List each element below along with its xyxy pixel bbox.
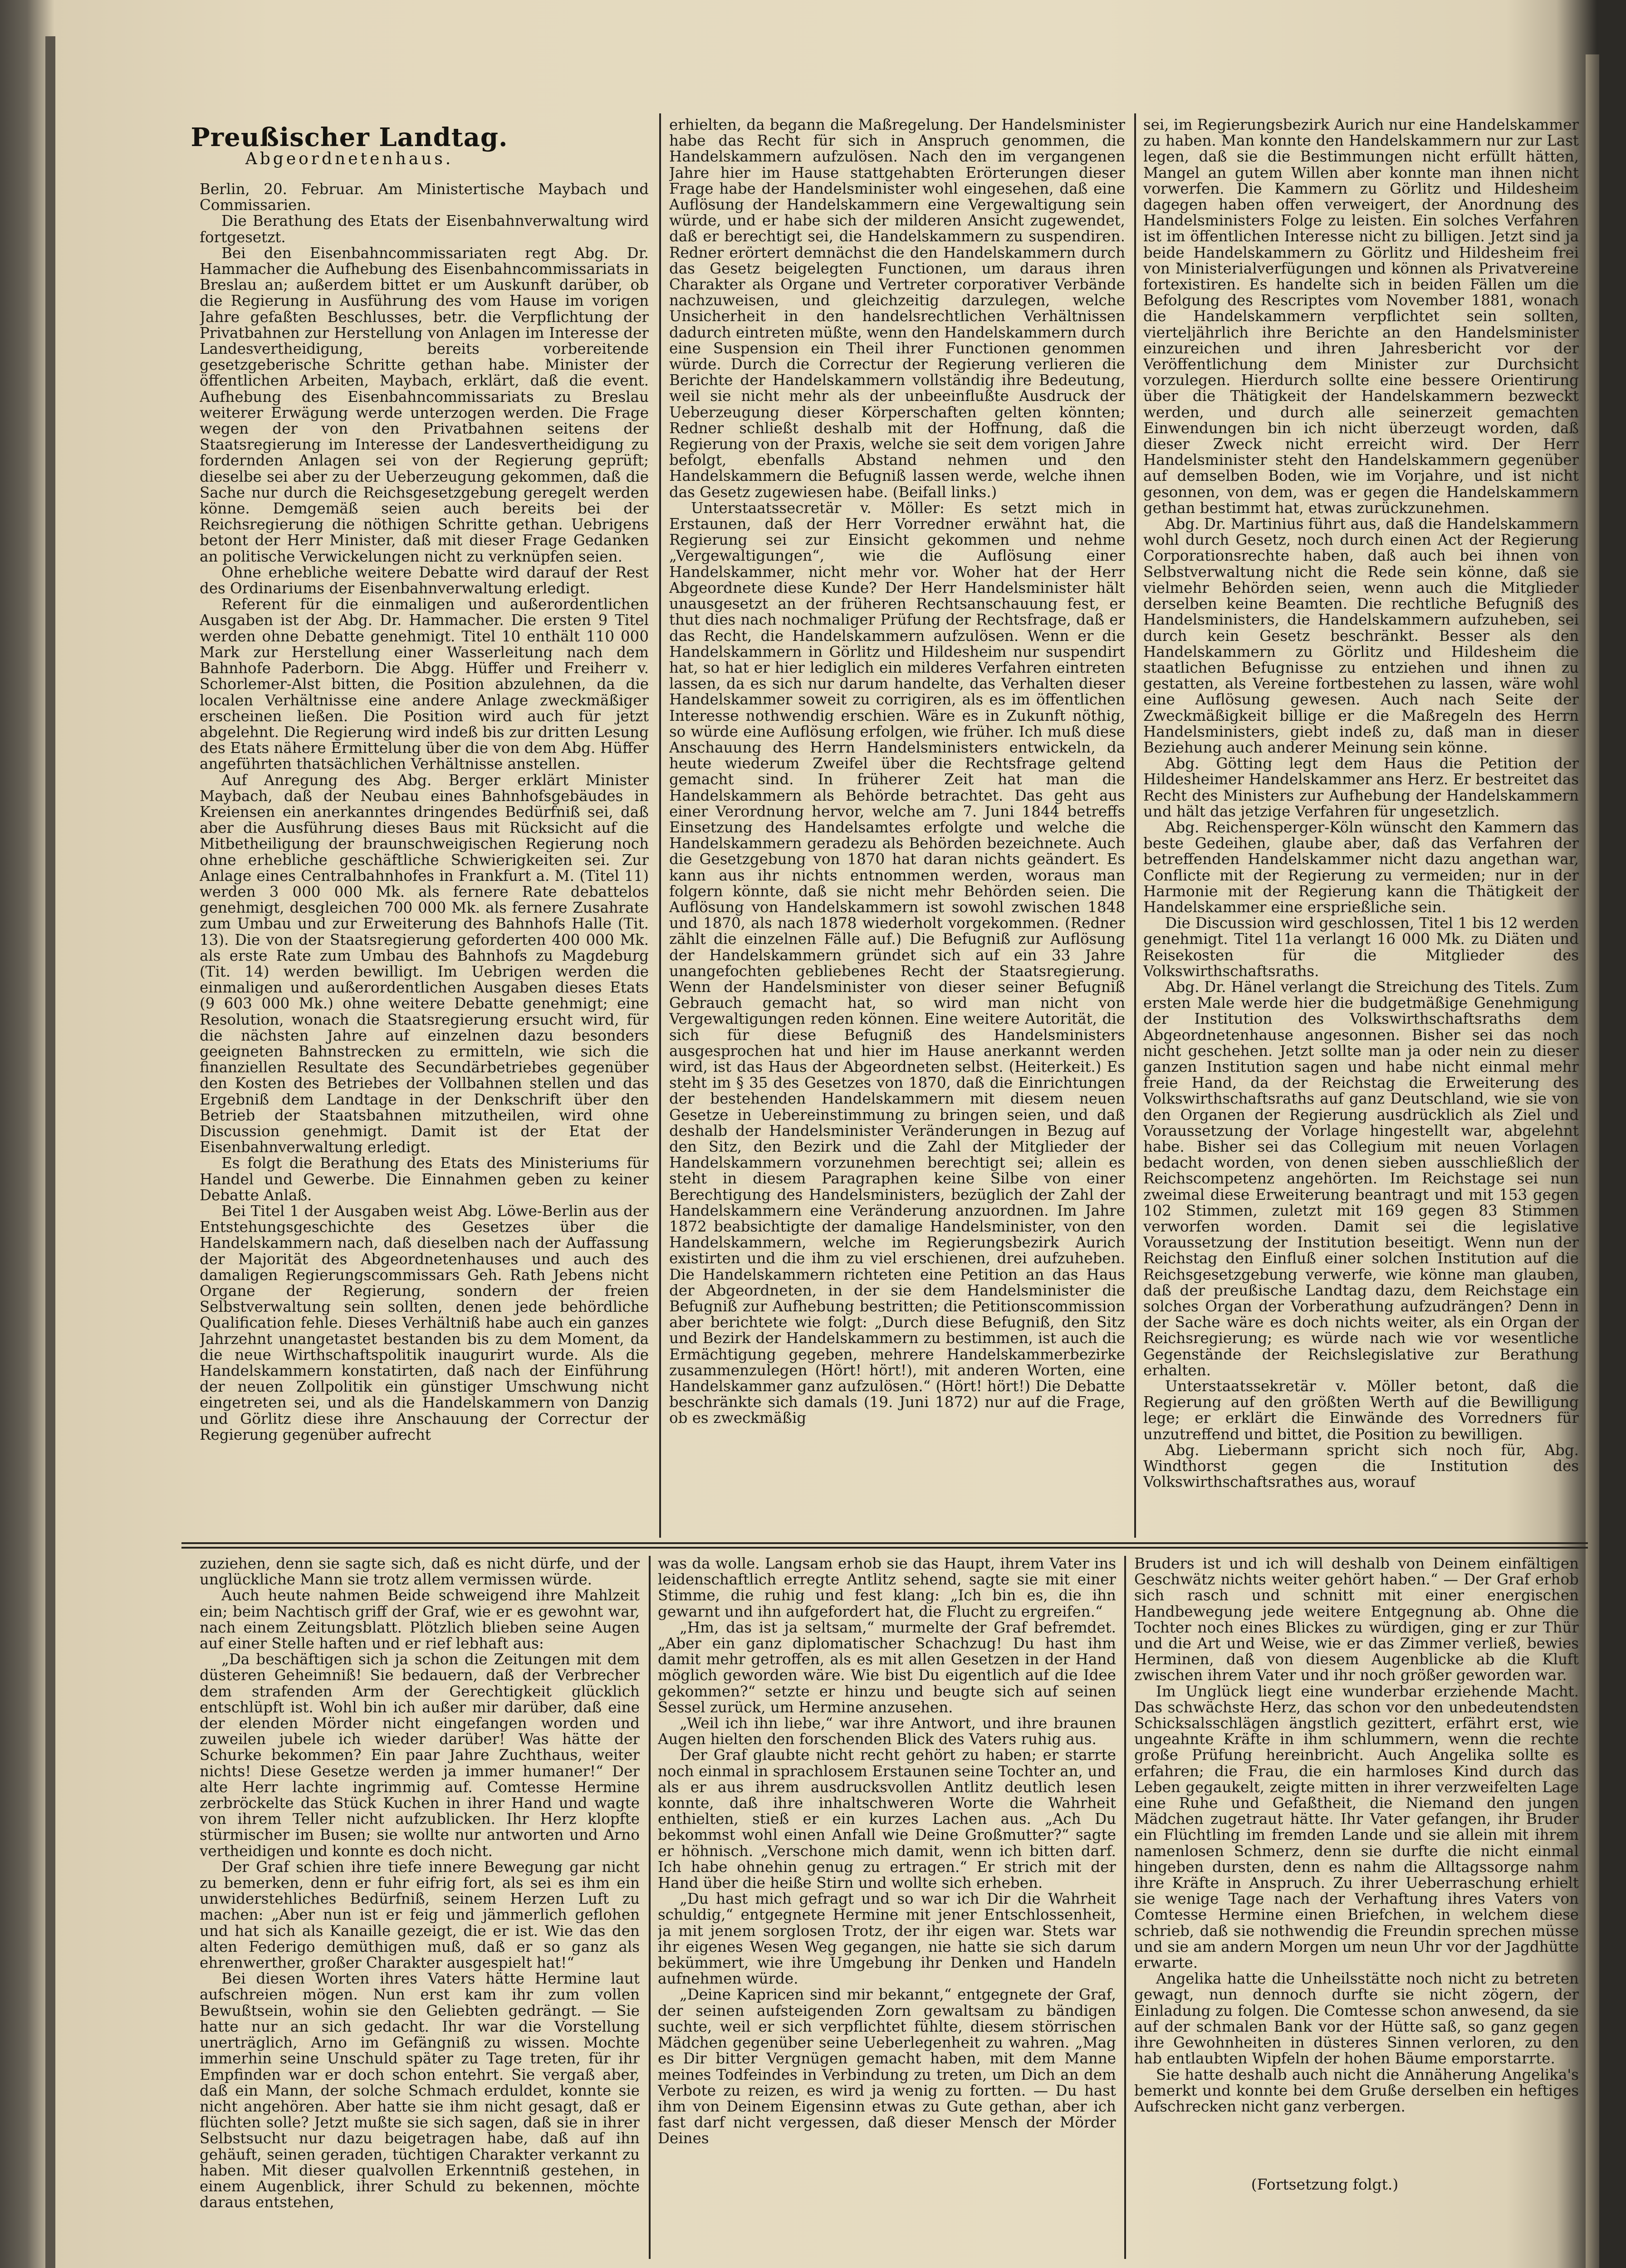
paragraph: sei, im Regierungsbezirk Aurich nur eine Handelskammer zu haben. Man konnte den Handelskammern nur zur Last legen, daß sie die Bestimmungen nicht erfüllt hätten, Mangel an gutem Willen aber konnte man ihnen nicht vorwerfen. Die Kammern zu Görlitz und Hildesheim dagegen haben offen verweigert, der Anordnung des Handelsministers Folge zu leisten. Ein solches Verfahren ist im öffentlichen Interesse nicht zu billigen. Jetzt sind ja beide Handelskammern zu Görlitz und Hildesheim frei von Ministerialverfügungen und können als Privatvereine fortexistiren. Es handelte sich in beiden Fällen um die Befolgung des Rescriptes vom November 1881, wonach die Handelskammern verpflichtet sein sollten, vierteljährlich ihre Berichte an den Handelsminister einzureichen und ihren Jahresbericht vor der Veröffentlichung dem Minister zur Durchsicht vorzulegen. Hierdurch sollte eine bessere Orientirung über die Thätigkeit der Handelskammern bezweckt werden, und durch alle seinerzeit gemachten Einwendungen bin ich nicht überzeugt worden, daß dieser Zweck nicht erreicht wird. Der Herr Handelsminister steht den Handelskammern gegenüber auf demselben Boden, wie im Vorjahre, und ist nicht gesonnen, von dem, was er gegen die Handelskammern gethan bestimmt hat, etwas zurückzunehmen. [1143, 117, 1579, 517]
paragraph: zuziehen, denn sie sagte sich, daß es nicht dürfe, und der unglückliche Mann sie trotz allem vermissen würde. [200, 1556, 640, 1589]
paragraph: Abg. Liebermann spricht sich noch für, Abg. Windthorst gegen die Institution des Volkswirthschaftsrathes aus, worauf [1143, 1441, 1579, 1491]
paragraph: „Da beschäftigen sich ja schon die Zeitungen mit dem düsteren Geheimniß! Sie bedauern, daß der Verbrecher dem strafenden Arm der Gerechtigkeit glücklich entschlüpft ist. Wohl bin ich außer mir darüber, daß eine der elenden Mörder nicht eingefangen worden und zuweilen jubele ich wieder darüber! Was hätte der Schurke bekommen? Ein paar Jahre Zuchthaus, weiter nichts! Diese Gesetze werden ja immer humaner!“ Der alte Herr lachte ingrimmig auf. Comtesse Hermine zerbröckelte das Stück Kuchen in ihrer Hand und wagte von ihrem Teller nicht aufzublicken. Ihr Herz klopfte stürmischer im Busen; sie wollte nur antworten und Arno vertheidigen und konnte es doch nicht. [200, 1651, 640, 1860]
column-rule [1124, 1556, 1126, 2259]
section-subtitle: Abgeordnetenhaus. [245, 150, 454, 168]
continuation-note: (Fortsetzung folgt.) [1251, 2175, 1399, 2193]
paragraph: Bei Titel 1 der Ausgaben weist Abg. Löwe-Berlin aus der Entstehungsgeschichte des Gesetzes über die Handelskammern nach, daß dieselben nach der Auffassung der Majorität des Abgeordnetenhauses und auch des damaligen Regierungscommissars Geh. Rath Jebens nicht Organe der Regierung, sondern der freien Selbstverwaltung sein sollten, denen jede behördliche Qualification fehle. Dieses Verhältniß habe auch ein ganzes Jahrzehnt unangetastet bestanden bis zu dem Moment, da die neue Wirthschaftspolitik inaugurirt wurde. Als die Handelskammern konstatirten, daß nach der Einführung der neuen Zollpolitik ein günstiger Umschwung nicht eingetreten sei, und als die Handelskammern von Danzig und Görlitz diese ihre Anschauung der Correctur der Regierung gegenüber aufrecht [200, 1202, 649, 1443]
paragraph: Auf Anregung des Abg. Berger erklärt Minister Maybach, daß der Neubau eines Bahnhofsgebäudes in Kreiensen ein anerkanntes dringendes Bedürfniß sei, daß aber die Ausführung dieses Baus mit Rücksicht auf die Mitbetheiligung der braunschweigischen Regierung noch ohne erhebliche geschäftliche Schwierigkeiten sei. Zur Anlage eines Centralbahnhofes in Frankfurt a. M. (Titel 11) werden 3 000 000 Mk. als fernere Rate debattelos genehmigt, desgleichen 700 000 Mk. als fernere Zusahrate zum Umbau und zur Erweiterung des Bahnhofs Halle (Tit. 13). Die von der Staatsregierung geforderten 400 000 Mk. als erste Rate zum Umbau des Bahnhofs zu Magdeburg (Tit. 14) werden bewilligt. Im Uebrigen werden die einmaligen und außerordentlichen Ausgaben dieses Etats (9 603 000 Mk.) ohne weitere Debatte genehmigt; eine Resolution, wonach die Staatsregierung ersucht wird, für die nächsten Jahre auf einzelnen dazu besonders geeigneten Bahnstrecken zu ermitteln, wie sich die finanziellen Resultate des Secundärbetriebes gegenüber den Kosten des Betriebes der Vollbahnen stellen und das Ergebniß dem Landtage in der Denkschrift über den Betrieb der Staatsbahnen mitzutheilen, wird ohne Discussion genehmigt. Damit ist der Etat der Eisenbahnverwaltung erledigt. [200, 771, 649, 1156]
paragraph: Der Graf glaubte nicht recht gehört zu haben; er starrte noch einmal in sprachlosem Erstaunen seine Tochter an, und als er aus ihrem ausdrucksvollen Antlitz deutlich lesen konnte, daß ihre inhaltschweren Worte die Wahrheit enthielten, stieß er ein kurzes Lachen aus. „Ach Du bekommst wohl einen Anfall wie Deine Großmutter?“ sagte er höhnisch. „Verschone mich damit, wenn ich bitten darf. Ich habe ohnehin genug zu ertragen.“ Er strich mit der Hand über die heiße Stirn und wollte sich erheben. [658, 1746, 1116, 1892]
paragraph: Auch heute nahmen Beide schweigend ihre Mahlzeit ein; beim Nachtisch griff der Graf, wie er es gewohnt war, nach einem Zeitungsblatt. Plötzlich blieben seine Augen auf einer Stelle haften und er rief lebhaft aus: [200, 1587, 640, 1652]
paragraph: Im Unglück liegt eine wunderbar erziehende Macht. Das schwächste Herz, das schon vor den unbedeutendsten Schicksalsschlägen ängstlich gezittert, erfährt erst, wie ungeahnte Kräfte in ihm schlummern, wenn die rechte große Prüfung hereinbricht. Auch Angelika sollte es erfahren; die Frau, die ein harmloses Kind durch das Leben gegaukelt, zeigte mitten in ihrer verzweifelten Lage eine Ruhe und Gefaßtheit, die Niemand den jungen Mädchen zugetraut hätte. Ihr Vater gefangen, ihr Bruder ein Flüchtling im fremden Lande und sie allein mit ihrem namenlosen Schmerz, denn sie durfte die nicht einmal hingeben dursten, denn es nahm die Alltagssorge nahm ihre Kräfte in Anspruch. Zu ihrer Ueberraschung erhielt sie wenige Tage nach der Verhaftung ihres Vaters von Comtesse Hermine einen Briefchen, in welchem diese schrieb, daß sie nothwendig die Freundin sprechen müsse und sie am andern Morgen um neun Uhr vor der Jagdhütte erwarte. [1134, 1682, 1579, 1972]
column-rule [649, 1556, 651, 2259]
paragraph: Bei den Eisenbahncommissariaten regt Abg. Dr. Hammacher die Aufhebung des Eisenbahncommissariats in Breslau an; außerdem bittet er um Auskunft darüber, ob die Regierung in Ausführung des vom Hause im vorigen Jahre gefaßten Beschlusses, betr. die Verpflichtung der Privatbahnen zur Herstellung von Anlagen im Interesse der Landesvertheidigung, bereits vorbereitende gesetzgeberische Schritte gethan habe. Minister der öffentlichen Arbeiten, Maybach, erklärt, daß die event. Aufhebung des Eisenbahncommissariats zu Breslau weiterer Erwägung werde unterzogen werden. Die Frage wegen der von den Privatbahnen seitens der Staatsregierung im Interesse der Landesvertheidigung zu fordernden Anlagen sei von der Regierung geprüft; dieselbe sei aber zu der Ueberzeugung gekommen, daß die Sache nur durch die Reichsgesetzgebung geregelt werden könne. Demgemäß seien auch bereits bei der Reichsregierung die nöthigen Schritte gethan. Uebrigens betont der Herr Minister, daß mit dieser Frage Gedanken an politische Verwickelungen nicht zu verknüpfen seien. [200, 244, 649, 565]
column-rule [659, 113, 661, 1538]
page-edge-left [45, 36, 55, 2268]
section-divider [181, 1542, 1588, 1544]
paragraph: Unterstaatssecretär v. Möller: Es setzt mich in Erstaunen, daß der Herr Vorredner erwähnt hat, die Regierung sei zur Einsicht gekommen und nehme „Vergewaltigungen“, wie die Auflösung einer Handelskammer, nicht mehr vor. Woher hat der Herr Abgeordnete diese Kunde? Der Herr Handelsminister hält unausgesetzt an der früheren Rechtsanschauung fest, er thut dies nach nochmaliger Prüfung der Rechtsfrage, daß er das Recht, die Handelskammern aufzulösen. Wenn er die Handelskammern in Görlitz und Hildesheim nur suspendirt hat, so hat er hier lediglich ein milderes Verfahren eintreten lassen, da es sich nur darum handelte, das Verhalten dieser Handelskammer soweit zu corrigiren, als es im öffentlichen Interesse nothwendig erschien. Wäre es in Zukunft nöthig, so würde eine Auflösung erfolgen, wie früher. Ich muß diese Anschauung des Herrn Handelsministers entwickeln, da heute wiederum Zweifel über die Rechtsfrage geltend gemacht sind. In früherer Zeit hat man die Handelskammern als Behörde betrachtet. Das geht aus einer Verordnung hervor, welche am 7. Juni 1844 betreffs Einsetzung des Handelsamtes erfolgte und welche die Handelskammern geradezu als Behörden bezeichnete. Auch die Gesetzgebung von 1870 hat daran nichts geändert. Es kann aus ihr nichts entnommen werden, woraus man folgern könnte, daß sie nicht mehr Behörden seien. Die Auflösung von Handelskammern ist sowohl zwischen 1848 und 1870, als nach 1878 wiederholt vorgekommen. (Redner zählt die einzelnen Fälle auf.) Die Befugniß zur Auflösung der Handelskammern gründet sich auf ein 33 Jahre unangefochten gebliebenes Recht der Staatsregierung. Wenn der Handelsminister von dieser seiner Befugniß Gebrauch gemacht hat, so wird man nicht von Vergewaltigungen reden können. Eine weitere Autorität, die sich für diese Befugniß des Handelsministers ausgesprochen hat und hier im Hause anerkannt werden wird, ist das Haus der Abgeordneten selbst. (Heiterkeit.) Es steht im § 35 des Gesetzes von 1870, daß die Einrichtungen der bestehenden Handelskammern mit diesem neuen Gesetze in Uebereinstimmung zu bringen seien, und daß deshalb der Handelsminister Veränderungen in Bezug auf den Sitz, den Bezirk und die Zahl der Mitglieder der Handelskammern vorzunehmen berechtigt sei; allein es steht in diesem Paragraphen keine Silbe von einer Berechtigung des Handelsministers, bezüglich der Zahl der Handelskammern eine Veränderung anzuordnen. Im Jahre 1872 beabsichtigte der damalige Handelsminister, von den Handelskammern, welche im Regierungsbezirk Aurich existirten und die ihm zu viel erschienen, drei aufzuheben. Die Handelskammern richteten eine Petition an das Haus der Abgeordneten, in der sie dem Handelsminister die Befugniß zur Aufhebung bestritten; die Petitionscommission aber berichtete wie folgt: „Durch diese Befugniß, den Sitz und Bezirk der Handelskammern zu bestimmen, ist auch die Ermächtigung gegeben, mehrere Handelskammerbezirke zusammenzulegen (Hört! hört!), mit anderen Worten, eine Handelskammer ganz aufzulösen.“ (Hört! hört!) Die Debatte beschränkte sich damals (19. Juni 1872) nur auf die Frage, ob es zweckmäßig [669, 499, 1125, 1427]
section-title: Preußischer Landtag. [191, 122, 508, 152]
paragraph: Die Discussion wird geschlossen, Titel 1 bis 12 werden genehmigt. Titel 11a verlangt 16 000 Mk. zu Diäten und Reisekosten für die Mitglieder des Volkswirthschaftsraths. [1143, 914, 1579, 980]
article-column-3 [1143, 117, 1579, 1537]
paragraph: Abg. Götting legt dem Haus die Petition der Hildesheimer Handelskammer ans Herz. Er bestreitet das Recht des Ministers zur Aufhebung der Handelskammern und hält das jetzige Verfahren für ungesetzlich. [1143, 755, 1579, 820]
feuilleton-column-2 [658, 1556, 1116, 2254]
paragraph: Bruders ist und ich will deshalb von Deinem einfältigen Geschwätz nichts weiter gehört haben.“ — Der Graf erhob sich rasch und schnitt mit einer energischen Handbewegung jede weitere Entgegnung ab. Ohne die Tochter noch eines Blickes zu würdigen, ging er zur Thür und die Art und Weise, wie er das Zimmer verließ, bewies Herminen, daß von diesem Augenblicke ab die Kluft zwischen ihrem Vater und ihr noch größer geworden war. [1134, 1556, 1579, 1684]
paragraph: Abg. Dr. Martinius führt aus, daß die Handelskammern wohl durch Gesetz, noch durch einen Act der Regierung Corporationsrechte haben, daß auch bei ihnen von Selbstverwaltung nicht die Rede sein könne, daß sie vielmehr Behörden seien, wenn auch die Mitglieder derselben keine Beamten. Die rechtliche Befugniß des Handelsministers, die Handelskammern aufzuheben, sei durch kein Gesetz beschränkt. Besser als den Handelskammern zu Görlitz und Hildesheim die staatlichen Befugnisse zu entziehen und ihnen zu gestatten, als Vereine fortbestehen zu lassen, wäre wohl eine Auflösung gewesen. Auch nach Seite der Zweckmäßigkeit billige er die Maßregeln des Herrn Handelsministers, giebt indeß zu, daß man in dieser Beziehung auch anderer Meinung sein könne. [1143, 515, 1579, 756]
paragraph: Es folgt die Berathung des Etats des Ministeriums für Handel und Gewerbe. Die Einnahmen geben zu keiner Debatte Anlaß. [200, 1154, 649, 1204]
paragraph: Ohne erhebliche weitere Debatte wird darauf der Rest des Ordinariums der Eisenbahnverwaltung erledigt. [200, 563, 649, 597]
paragraph: Sie hatte deshalb auch nicht die Annäherung Angelika's bemerkt und konnte bei dem Gruße derselben ein heftiges Aufschrecken nicht ganz verbergen. [1134, 2066, 1579, 2115]
page-fold-right [1586, 54, 1599, 2268]
paragraph: Referent für die einmaligen und außerordentlichen Ausgaben ist der Abg. Dr. Hammacher. Die ersten 9 Titel werden ohne Debatte genehmigt. Titel 10 enthält 110 000 Mark zur Herstellung einer Wasserleitung nach dem Bahnhofe Paderborn. Die Abgg. Hüffer und Freiherr v. Schorlemer-Alst bitten, die Position abzulehnen, da die localen Verhältnisse eine andere Anlage zweckmäßiger erscheinen ließen. Die Position wird auch für jetzt abgelehnt. Die Regierung wird indeß bis zur dritten Lesung des Etats nähere Ermittelung über die von dem Abg. Hüffer angeführten thatsächlichen Verhältnisse anstellen. [200, 596, 649, 773]
paragraph: Bei diesen Worten ihres Vaters hätte Hermine laut aufschreien mögen. Nun erst kam ihr zum vollen Bewußtsein, wohin sie den Geliebten gedrängt. — Sie hatte nur an sich gedacht. Ihr war die Vorstellung unerträglich, Arno im Gefängniß zu wissen. Mochte immerhin seine Unschuld später zu Tage treten, für ihr Empfinden war er doch schon entehrt. Sie vergaß aber, daß ein Mann, der solche Schmach erduldet, konnte sie nicht angehören. Aber hatte sie ihm nicht gesagt, daß er flüchten solle? Jetzt mußte sie sich sagen, daß sie in ihrer Selbstsucht nur dazu beigetragen habe, daß auf ihn gehäuft, seinen geraden, tüchtigen Charakter verkannt zu haben. Mit dieser qualvollen Erkenntniß gestehen, in einem Augenblick, ihrer Schuld zu bekennen, möchte daraus entstehen, [200, 1970, 640, 2211]
paragraph: „Hm, das ist ja seltsam,“ murmelte der Graf befremdet. „Aber ein ganz diplomatischer Schachzug! Du hast ihm damit mehr getroffen, als es mit allen Gesetzen in der Hand möglich geworden wäre. Wie bist Du eigentlich auf die Idee gekommen?“ setzte er hinzu und beugte sich auf seinen Sessel zurück, um Hermine anzusehen. [658, 1618, 1116, 1716]
feuilleton-column-3 [1134, 1556, 1579, 2168]
paragraph: Abg. Reichensperger-Köln wünscht den Kammern das beste Gedeihen, glaube aber, daß das Verfahren der betreffenden Handelskammer nicht dazu angethan war, Conflicte mit der Regierung zu vermeiden; nur in der Harmonie mit der Regierung kann die Thätigkeit der Handelskammer eine ersprießliche sein. [1143, 818, 1579, 916]
paragraph: Unterstaatssekretär v. Möller betont, daß die Regierung auf den größten Werth auf die Bewilligung lege; er erklärt die Einwände des Vorredners für unzutreffend und bittet, die Position zu bewilligen. [1143, 1378, 1579, 1443]
paragraph: „Weil ich ihn liebe,“ war ihre Antwort, und ihre braunen Augen hielten den forschenden Blick des Vaters ruhig aus. [658, 1715, 1116, 1748]
paragraph: „Deine Kapricen sind mir bekannt,“ entgegnete der Graf, der seinen aufsteigenden Zorn gewaltsam zu bändigen suchte, weil er sich verpflichtet fühlte, diesem störrischen Mädchen gegenüber seine Ueberlegenheit zu wahren. „Mag es Dir bitter Vergnügen gemacht haben, mit dem Manne meines Todfeindes in Verbindung zu treten, um Dich an dem Verbote zu reizen, es wird ja wenig zu fortten. — Du hast ihm von Deinem Eigensinn etwas zu Gute gethan, aber ich fast darf nicht vergessen, daß dieser Mensch der Mörder Deines [658, 1986, 1116, 2147]
paragraph: was da wolle. Langsam erhob sie das Haupt, ihrem Vater ins leidenschaftlich erregte Antlitz sehend, sagte sie mit einer Stimme, die ruhig und fest klang: „Ich bin es, die ihn gewarnt und ihn aufgefordert hat, die Flucht zu ergreifen.“ [658, 1556, 1116, 1620]
paragraph: Angelika hatte die Unheilsstätte noch nicht zu betreten gewagt, nun dennoch durfte sie nicht zögern, der Einladung zu folgen. Die Comtesse schon anwesend, da sie auf der schmalen Bank vor der Hütte saß, so ganz gegen ihre Gewohnheiten in düsteres Sinnen verloren, zu den hab entlaubten Wipfeln der hohen Bäume emporstarrte. [1134, 1970, 1579, 2068]
article-column-1 [200, 181, 649, 1538]
column-rule [1134, 113, 1136, 1538]
paragraph: „Du hast mich gefragt und so war ich Dir die Wahrheit schuldig,“ entgegnete Hermine mit jener Entschlossenheit, ja mit jenem sorglosen Trotz, der ihr eigen war. Stets war ihr eigenes Wesen Weg gegangen, nie hatte sie sich darum bekümmert, wie ihre Umgebung ihr Denken und Handeln aufnehmen würde. [658, 1890, 1116, 1988]
paragraph: Berlin, 20. Februar. Am Ministertische Maybach und Commissarien. [200, 181, 649, 214]
paragraph: Der Graf schien ihre tiefe innere Bewegung gar nicht zu bemerken, denn er fuhr eifrig fort, als sei es ihm ein unwiderstehliches Bedürfniß, seinem Herzen Luft zu machen: „Aber nun ist er feig und jämmerlich geflohen und hat sich als Kanaille gezeigt, die er ist. Wie das den alten Federigo demüthigen muß, daß er so ganz als ehrenwerther, großer Charakter ausgespielt hat!“ [200, 1858, 640, 1972]
article-column-2 [669, 117, 1125, 1537]
paragraph: erhielten, da begann die Maßregelung. Der Handelsminister habe das Recht für sich in Anspruch genommen, die Handelskammern aufzulösen. Nach den im vergangenen Jahre hier im Hause stattgehabten Erörterungen dieser Frage habe der Handelsminister wohl eingesehen, daß eine Auflösung der Handelskammern eine Vergewaltigung sein würde, und er habe sich der milderen Ansicht zugewendet, daß er berechtigt sei, die Handelskammern zu suspendiren. Redner erörtert demnächst die den Handelskammern durch das Gesetz beigelegten Functionen, um daraus ihren Charakter als Organe und Vertreter corporativer Verbände nachzuweisen, und gleichzeitig darzulegen, welche Unsicherheit in den handelsrechtlichen Verhältnissen dadurch eintreten müßte, wenn den Handelskammern durch eine Suspension ein Theil ihrer Functionen genommen würde. Durch die Correctur der Regierung verlieren die Berichte der Handelskammern vollständig ihre Bedeutung, weil sie nicht mehr als der unbeeinflußte Ausdruck der Ueberzeugung dieser Körperschaften gelten könnten; Redner schließt deshalb mit der Hoffnung, daß die Regierung von der Praxis, welche sie seit dem vorigen Jahre befolgt, ebenfalls Abstand nehmen und den Handelskammern die Befugniß lassen werde, welche ihnen das Gesetz zugewiesen habe. (Beifall links.) [669, 117, 1125, 501]
paragraph: Die Berathung des Etats der Eisenbahnverwaltung wird fortgesetzt. [200, 212, 649, 246]
paragraph: Abg. Dr. Hänel verlangt die Streichung des Titels. Zum ersten Male werde hier die budgetmäßige Genehmigung der Institution des Volkswirthschaftsraths dem Abgeordnetenhause angesonnen. Bisher sei das noch nicht geschehen. Jetzt sollte man ja oder nein zu dieser ganzen Institution sagen und habe nicht einmal mehr freie Hand, da der Reichstag die Erweiterung des Volkswirthschaftsraths auf ganz Deutschland, wie sie von den Organen der Regierung ausdrücklich als Ziel und Voraussetzung der Vorlage hingestellt war, abgelehnt habe. Bisher sei das Collegium mit neuen Vorlagen bedacht worden, von denen sieben ausschließlich der Reichscompetenz angehörten. Im Reichstage sei nun zweimal diese Erweiterung beantragt und mit 153 gegen 102 Stimmen, zuletzt mit 169 gegen 83 Stimmen verworfen worden. Damit sei die legislative Voraussetzung der Institution beseitigt. Wenn nun der Reichstag den Einfluß einer solchen Institution auf die Reichsgesetzgebung verwerfe, wie könne man glauben, daß der preußische Landtag dazu, dem Reichstage ein solches Organ der Vorberathung aufzudrängen? Denn in der Sache wäre es doch nichts weiter, als ein Organ der Reichsregierung; es würde nach wie vor wesentliche Gegenstände der Reichslegislative zur Berathung erhalten. [1143, 978, 1579, 1379]
section-divider [181, 1547, 1588, 1549]
feuilleton-column-1 [200, 1556, 640, 2254]
